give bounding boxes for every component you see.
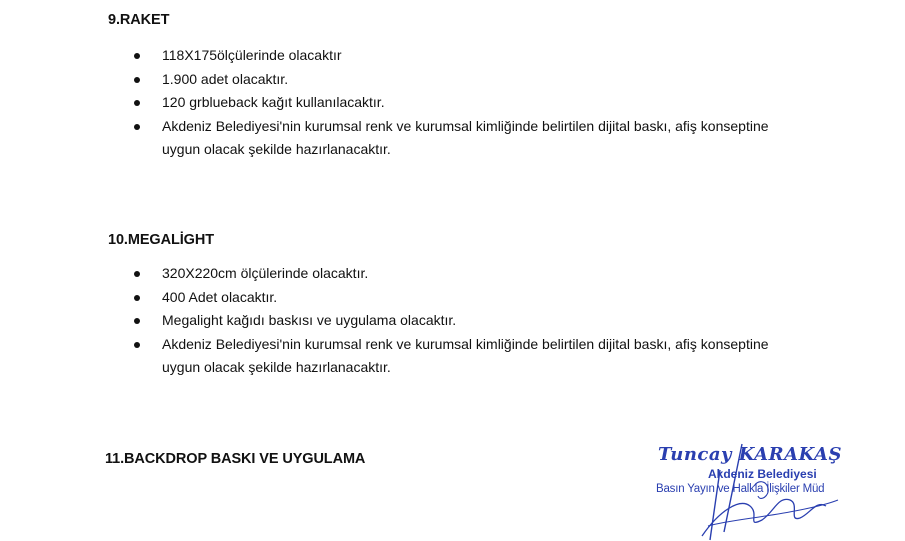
bullet-icon [134, 295, 140, 301]
list-item-text: 320X220cm ölçülerinde olacaktır. [162, 265, 369, 281]
section-heading-backdrop: 11.BACKDROP BASKI VE UYGULAMA [105, 451, 366, 467]
list-item-text: Akdeniz Belediyesi'nin kurumsal renk ve kurumsal kimliğinde belirtilen dijital baskı, afiş konseptine uygun olacak şekilde hazırlanacaktır. [162, 335, 769, 375]
stamp-institution: Akdeniz Belediyesi [708, 467, 817, 481]
list-item [0, 91, 905, 115]
list-item [0, 333, 905, 380]
stamp-name: Tuncay KARAKAŞ [658, 444, 842, 465]
bullet-icon [134, 77, 140, 83]
stamp-department: Basın Yayın ve Halkla İlişkiler Müd [656, 483, 825, 495]
bullet-icon [134, 100, 140, 106]
list-item-text: 118X175ölçülerinde olacaktır [162, 47, 342, 63]
list-item [0, 262, 905, 286]
list-item [0, 286, 905, 310]
bullet-icon [134, 124, 140, 130]
list-item-text: Megalight kağıdı baskısı ve uygulama olacaktır. [162, 312, 457, 328]
raket-bullet-list [0, 44, 905, 162]
list-item [0, 68, 905, 92]
bullet-icon [134, 318, 140, 324]
bullet-icon [134, 271, 140, 277]
bullet-icon [134, 342, 140, 348]
list-item [0, 115, 905, 162]
handwritten-signature-icon [650, 440, 850, 541]
list-item-text: 400 Adet olacaktır. [162, 288, 278, 305]
list-item [0, 44, 905, 68]
signature-stamp [650, 440, 850, 541]
list-item-text: 1.900 adet olacaktır. [162, 70, 289, 87]
list-item [0, 309, 905, 333]
section-heading-megalight: 10.MEGALİGHT [108, 232, 214, 248]
list-item-text: 120 grblueback kağıt kullanılacaktır. [162, 94, 385, 110]
megalight-bullet-list [0, 262, 905, 380]
section-heading-raket: 9.RAKET [108, 12, 170, 28]
bullet-icon [134, 53, 140, 59]
list-item-text: Akdeniz Belediyesi'nin kurumsal renk ve kurumsal kimliğinde belirtilen dijital baskı, afiş konseptine uygun olacak şekilde hazırlanacaktır. [162, 117, 769, 157]
